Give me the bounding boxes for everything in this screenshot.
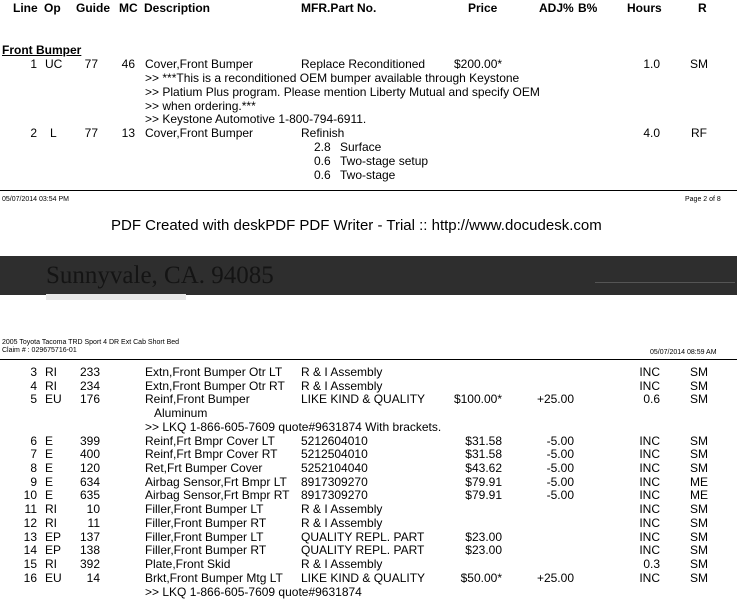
row-guide: 137 — [79, 530, 100, 544]
row-op: RI — [45, 516, 57, 530]
row-guide: 11 — [87, 516, 100, 530]
row-r: SM — [690, 392, 708, 406]
note-line: >> ***This is a reconditioned OEM bumper available through Keystone — [145, 71, 520, 85]
row-description: Brkt,Front Bumper Mtg LT — [145, 571, 283, 585]
note-line: >> when ordering.*** — [145, 99, 256, 113]
row-price: $23.00 — [465, 530, 502, 544]
row-guide: 400 — [79, 447, 100, 461]
row-op: E — [45, 461, 54, 475]
refinish-label: Two-stage setup — [340, 154, 429, 168]
row-line: 7 — [30, 447, 37, 461]
row-guide: 14 — [86, 571, 100, 585]
note-line: >> LKQ 1-866-605-7609 quote#9631874 — [145, 585, 362, 599]
row-description: Extn,Front Bumper Otr RT — [145, 379, 285, 393]
pdf-watermark-note: PDF Created with deskPDF PDF Writer - Trial :: http://www.docudesk.com — [111, 217, 602, 234]
row-op: RI — [45, 365, 57, 379]
row-line: 1 — [30, 57, 37, 71]
row-line: 5 — [30, 392, 37, 406]
row-op: RI — [45, 502, 57, 516]
row-price: $79.91 — [465, 488, 502, 502]
row-description: Airbag Sensor,Frt Bmpr RT — [145, 488, 290, 502]
footer-page: Page 2 of 8 — [685, 196, 721, 203]
row-r: SM — [690, 57, 708, 71]
row-op: E — [45, 475, 54, 489]
row-price: $200.00* — [454, 57, 503, 71]
row-line: 6 — [30, 434, 37, 448]
col-mfr-part: MFR.Part No. — [301, 1, 377, 15]
col-hours: Hours — [627, 1, 662, 15]
row-line: 14 — [23, 543, 37, 557]
row-guide: 399 — [79, 434, 100, 448]
row-mfr: R & I Assembly — [301, 502, 383, 516]
row-guide: 634 — [79, 475, 100, 489]
col-b: B% — [578, 1, 598, 15]
col-adj: ADJ% — [539, 1, 574, 15]
row-r: RF — [691, 126, 707, 140]
banner-city: Sunnyvale, CA. 94085 — [46, 262, 274, 289]
row-op: EU — [45, 571, 62, 585]
row-adj: -5.00 — [546, 488, 574, 502]
row-hours: INC — [639, 530, 660, 544]
row-hours: INC — [639, 365, 660, 379]
row-line: 9 — [30, 475, 37, 489]
col-mc: MC — [119, 1, 138, 15]
row-r: SM — [690, 557, 708, 571]
row-hours: 1.0 — [643, 57, 660, 71]
row-description: Airbag Sensor,Frt Bmpr LT — [145, 475, 287, 489]
row-price: $23.00 — [465, 543, 502, 557]
row-description: Filler,Front Bumper LT — [145, 530, 264, 544]
row-op: EU — [45, 392, 62, 406]
row-hours: INC — [639, 516, 660, 530]
row-r: SM — [690, 543, 708, 557]
note-line: >> LKQ 1-866-605-7609 quote#9631874 With brackets. — [145, 420, 442, 434]
row-price: $31.58 — [465, 434, 502, 448]
row-line: 12 — [23, 516, 37, 530]
row-description: Filler,Front Bumper RT — [145, 543, 267, 557]
row-line: 11 — [24, 502, 37, 516]
row-mfr: R & I Assembly — [301, 365, 383, 379]
row-adj: +25.00 — [536, 392, 574, 406]
row-r: SM — [690, 447, 708, 461]
row-op: UC — [45, 57, 63, 71]
row-line: 8 — [30, 461, 37, 475]
row-hours: 0.3 — [643, 557, 660, 571]
row-r: SM — [690, 530, 708, 544]
row-r: SM — [690, 461, 708, 475]
row-guide: 392 — [79, 557, 100, 571]
footer-divider — [0, 190, 737, 191]
row-guide: 234 — [79, 379, 100, 393]
row-hours: INC — [639, 379, 660, 393]
refinish-hours: 0.6 — [314, 154, 331, 168]
row-adj: -5.00 — [546, 475, 574, 489]
row-guide: 77 — [84, 57, 98, 71]
row-r: SM — [690, 434, 708, 448]
row-guide: 10 — [86, 502, 100, 516]
row-description: Filler,Front Bumper LT — [145, 502, 264, 516]
row-price: $100.00* — [453, 392, 502, 406]
row-description: Cover,Front Bumper — [145, 57, 254, 71]
row-line: 16 — [23, 571, 37, 585]
note-line: >> Platium Plus program. Please mention Liberty Mutual and specify OEM — [145, 85, 540, 99]
row-op: L — [50, 126, 57, 140]
row-mfr: R & I Assembly — [301, 557, 383, 571]
row-mfr: 8917309270 — [301, 488, 368, 502]
row-hours: INC — [639, 571, 660, 585]
row-guide: 233 — [79, 365, 100, 379]
row-r: SM — [690, 379, 708, 393]
row-hours: INC — [639, 502, 660, 516]
row-adj: -5.00 — [546, 447, 574, 461]
banner-rule — [595, 282, 735, 283]
row-mfr: 5252104040 — [301, 461, 368, 475]
col-line: Line — [13, 1, 38, 15]
row-hours: INC — [639, 461, 660, 475]
row-price: $43.62 — [465, 461, 502, 475]
row-adj: -5.00 — [546, 461, 574, 475]
col-op: Op — [44, 1, 61, 15]
row-adj: -5.00 — [546, 434, 574, 448]
row-line: 2 — [30, 126, 37, 140]
refinish-label: Two-stage — [340, 168, 396, 182]
row-r: SM — [690, 571, 708, 585]
row-op: RI — [45, 557, 57, 571]
row-adj: +25.00 — [536, 571, 574, 585]
row-op: E — [45, 447, 54, 461]
col-r: R — [698, 1, 707, 15]
row-mfr: Replace Reconditioned — [301, 57, 426, 71]
row-line: 13 — [23, 530, 37, 544]
page2-divider — [0, 359, 737, 360]
row-r: ME — [690, 475, 708, 489]
footer-date: 05/07/2014 03:54 PM — [2, 196, 69, 203]
vehicle-info: 2005 Toyota Tacoma TRD Sport 4 DR Ext Cab Short Bed — [2, 339, 180, 346]
row-hours: INC — [639, 434, 660, 448]
row-description: Reinf,Frt Bmpr Cover LT — [145, 434, 275, 448]
row-description: Reinf,Front Bumper — [145, 392, 250, 406]
row-r: SM — [690, 365, 708, 379]
note-line: >> Keystone Automotive 1-800-794-6911. — [145, 112, 367, 126]
row-guide: 138 — [79, 543, 100, 557]
row-description: Reinf,Frt Bmpr Cover RT — [145, 447, 278, 461]
row-mfr: LIKE KIND & QUALITY — [301, 392, 426, 406]
row-op: EP — [45, 543, 62, 557]
row-hours: INC — [639, 488, 660, 502]
refinish-label: Surface — [340, 140, 382, 154]
row-mfr: Refinish — [301, 126, 345, 140]
col-description: Description — [144, 1, 211, 15]
row-hours: INC — [639, 543, 660, 557]
row-price: $79.91 — [465, 475, 502, 489]
row-guide: 176 — [79, 392, 100, 406]
row-line: 4 — [30, 379, 37, 393]
row-line: 15 — [23, 557, 37, 571]
col-price: Price — [468, 1, 498, 15]
row-continuation: Aluminum — [154, 406, 208, 420]
row-r: ME — [690, 488, 708, 502]
row-r: SM — [690, 516, 708, 530]
row-op: E — [45, 488, 54, 502]
row-description: Filler,Front Bumper RT — [145, 516, 267, 530]
row-price: $50.00* — [460, 571, 502, 585]
row-r: SM — [690, 502, 708, 516]
row-hours: INC — [639, 475, 660, 489]
col-guide: Guide — [76, 1, 111, 15]
row-mfr: R & I Assembly — [301, 379, 383, 393]
section-title: Front Bumper — [2, 43, 82, 57]
row-guide: 635 — [79, 488, 100, 502]
row-mfr: 5212504010 — [301, 447, 368, 461]
row-hours: 0.6 — [643, 392, 660, 406]
row-description: Cover,Front Bumper — [145, 126, 254, 140]
row-guide: 77 — [84, 126, 98, 140]
row-mfr: R & I Assembly — [301, 516, 383, 530]
row-line: 3 — [30, 365, 37, 379]
row-guide: 120 — [79, 461, 100, 475]
row-mc: 13 — [121, 126, 135, 140]
row-op: RI — [45, 379, 57, 393]
page2-date: 05/07/2014 08:59 AM — [650, 349, 717, 356]
row-hours: 4.0 — [643, 126, 660, 140]
row-mc: 46 — [121, 57, 135, 71]
row-description: Plate,Front Skid — [145, 557, 231, 571]
row-price: $31.58 — [465, 447, 502, 461]
banner-ghost-text — [46, 294, 186, 300]
row-mfr: QUALITY REPL. PART — [301, 543, 425, 557]
row-description: Ret,Frt Bumper Cover — [145, 461, 263, 475]
refinish-hours: 0.6 — [314, 168, 331, 182]
row-op: E — [45, 434, 54, 448]
row-mfr: QUALITY REPL. PART — [301, 530, 425, 544]
row-line: 10 — [23, 488, 37, 502]
row-hours: INC — [639, 447, 660, 461]
refinish-hours: 2.8 — [314, 140, 331, 154]
row-mfr: LIKE KIND & QUALITY — [301, 571, 426, 585]
row-op: EP — [45, 530, 62, 544]
claim-number: Claim # : 029675716-01 — [2, 347, 77, 354]
row-mfr: 8917309270 — [301, 475, 368, 489]
row-description: Extn,Front Bumper Otr LT — [145, 365, 283, 379]
row-mfr: 5212604010 — [301, 434, 368, 448]
